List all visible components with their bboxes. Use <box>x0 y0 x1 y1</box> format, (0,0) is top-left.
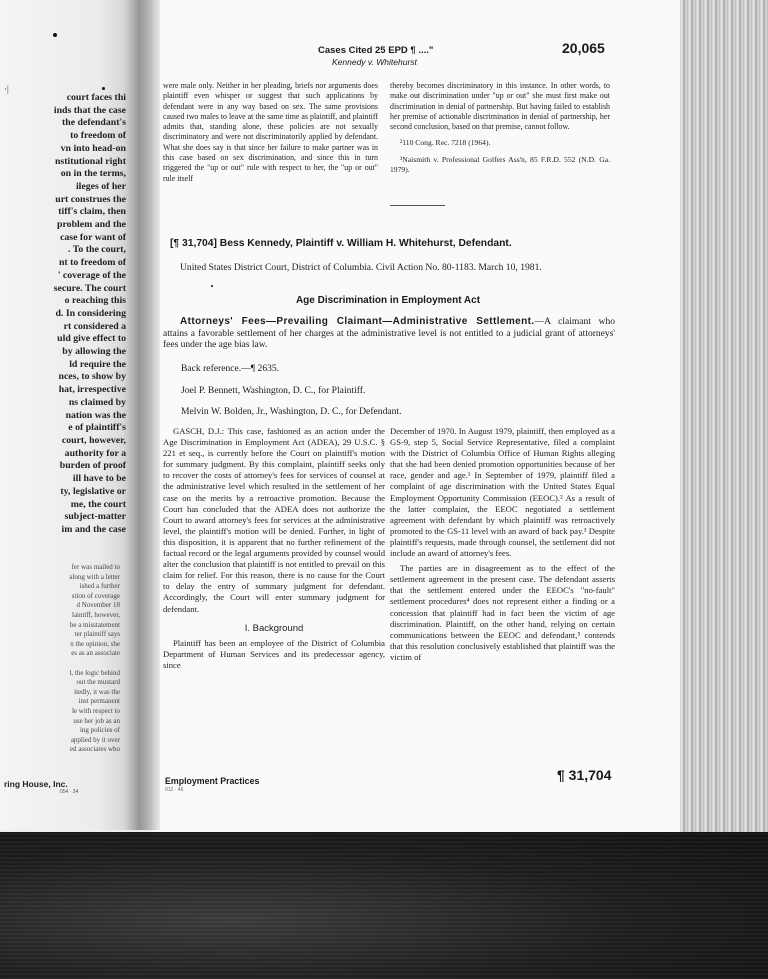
fragment-footnote-line: l, the logic behind <box>69 668 120 677</box>
speck <box>53 33 57 37</box>
footer-paragraph-number: ¶ 31,704 <box>557 767 612 783</box>
fragment-line: nces, to show by <box>58 371 126 383</box>
opinion-left-column <box>163 426 385 671</box>
headnote-lead: Attorneys' Fees—Prevailing Claimant—Administrative Settlement. <box>180 316 535 327</box>
running-header-case: Kennedy v. Whitehurst <box>332 57 417 67</box>
fragment-line: to freedom of <box>70 130 126 142</box>
fragment-line: hat, irrespective <box>58 384 126 396</box>
fragment-line: ty, legislative or <box>60 485 126 497</box>
case-heading: [¶ 31,704] Bess Kennedy, Plaintiff v. William H. Whitehurst, Defendant. <box>170 238 512 249</box>
fragment-line: inds that the case <box>53 104 126 116</box>
fragment-footnote-line: be a misstatement <box>69 620 120 629</box>
fragment-line: vn into head-on <box>60 142 126 154</box>
fragment-line: e of plaintiff's <box>68 422 126 434</box>
fragment-line: subject-matter <box>64 511 126 523</box>
previous-page-mark: ·| <box>4 84 9 94</box>
fragment-line: ld require the <box>69 358 126 370</box>
footer-publication: Employment Practices <box>165 776 260 786</box>
section-heading: I. Background <box>244 622 304 634</box>
fragment-line: ileges of her <box>75 180 126 192</box>
fragment-line: by allowing the <box>62 346 126 358</box>
previous-page-footer-code: 054 · 34 <box>60 789 79 795</box>
footer-code: 012 · 46 <box>165 787 184 793</box>
footnote: ²110 Cong. Rec. 7218 (1964). <box>400 138 491 148</box>
fragment-footnote-line: use her job as an <box>73 716 120 725</box>
fragment-line: d. In considering <box>55 307 126 319</box>
fragment-footnote-line: ing policies of <box>79 726 120 735</box>
fragment-footnote-line: laintiff, however, <box>72 610 120 619</box>
counsel-defendant: Melvin W. Bolden, Jr., Washington, D. C., for Defendant. <box>181 406 402 417</box>
fragment-line: authority for a <box>64 447 126 459</box>
court-line: United States District Court, District of Columbia. Civil Action No. 80-1183. March 10, 1981. <box>180 262 542 273</box>
fragment-line: urt construes the <box>55 193 126 205</box>
fragment-footnote-line <box>0 659 120 669</box>
continued-opinion-left <box>163 81 378 184</box>
paragraph: GASCH, D.J.: This case, fashioned as an action under the Age Discrimination in Employment Act (ADEA), 29 U.S.C. § 221 et seq., is currently before the Court on plaintiff's motion for summary judgment. By this complaint, plaintiff seeks only to recover the costs of attorney's fees for services of counsel at the administrative level which resulted in the settlement of her case on the merits by a retroactive promotion. Because the Court has concluded that the ADEA does not authorize the Court to award attorney's fees for services at the administrative level, the plaintiff's motion will be denied. Further, in light of this disposition, it is apparent that no further refinement of the factual record or the legal arguments provided by counsel would alter the conclusion that plaintiff is not entitled to prevail on this claim for relief. For this reason, there is no cause for the Court to delay the entry of summary judgment for defendant. Accordingly, the Court will enter summary judgment for defendant. <box>163 426 385 614</box>
fragment-footnote-line: ed associates who <box>69 745 120 754</box>
fragment-line: secure. The court <box>53 282 126 294</box>
fragment-footnote-line: ter plaintiff says <box>74 630 120 639</box>
fragment-footnote-line: es as an associate <box>71 649 120 658</box>
fragment-line: ns claimed by <box>68 396 126 408</box>
continued-opinion-right <box>390 81 610 175</box>
fragment-line: tiff's claim, then <box>58 206 126 218</box>
fragment-footnote-line: inst permanent <box>78 697 120 706</box>
fragment-line: case for want of <box>60 231 126 243</box>
opinion-right-column <box>390 426 615 663</box>
fragment-line: nt to freedom of <box>58 257 126 269</box>
fragment-line: uld give effect to <box>57 333 126 345</box>
fragment-footnote-line: n the opinion, she <box>70 639 120 648</box>
paragraph: December of 1970. In August 1979, plaintiff, then employed as a GS-9, step 5, Social Service Representative, filed a complaint with the District of Columbia Office of Human Rights alleging that she had been denied promotion opportunities because of her race, gender and age.¹ In September of 1979, plaintiff filed a complaint of age discrimination with the United States Equal Employment Opportunity Commission (EEOC).² As a result of the latter complaint, the EEOC negotiated a settlement agreement with defendant by which plaintiff was retroactively promoted to the GS-11 level with an award of back pay.³ Despite plaintiff's requests, made through counsel, the settlement did not include an award of attorney's fees. <box>390 426 615 559</box>
previous-page-footer: ring House, Inc. <box>4 779 68 789</box>
fragment-line: o reaching this <box>64 295 126 307</box>
paragraph: thereby becomes discriminatory in this instance. In other words, to make out discrimination under "up or out" she must first make out discrimination in denial of partnership. But having failed to establish her premise of actionable discrimination in denial of partnership, her second conclusion, based on that premise, cannot follow. <box>390 81 610 132</box>
fragment-footnote-line: ished a further <box>79 582 120 591</box>
fragment-line: ill have to be <box>72 473 126 485</box>
end-rule <box>390 205 445 206</box>
fragment-line: rt considered a <box>63 320 126 332</box>
headnote-text: —A claimant who attains a favorable settlement of her charges at the administrative level is not entitled to a judicial grant of attorneys' fees under the age bias law. <box>163 317 616 351</box>
previous-page-footnotes <box>0 563 120 755</box>
fragment-line: nation was the <box>65 409 126 421</box>
fragment-footnote-line: along with a letter <box>69 572 120 581</box>
running-header-cites: Cases Cited 25 EPD ¶ ...." <box>318 45 434 56</box>
fragment-footnote-line: itedly, it was the <box>74 687 120 696</box>
back-reference: Back reference.—¶ 2635. <box>181 363 280 374</box>
fragment-line: nstitutional right <box>54 155 126 167</box>
fragment-footnote-line: stion of coverage <box>71 591 120 600</box>
fragment-footnote-line: applied by it over <box>70 735 120 744</box>
fragment-line: court, however, <box>61 434 126 446</box>
fragment-line: problem and the <box>57 219 126 231</box>
paragraph: Plaintiff has been an employee of the District of Columbia Department of Human Services and its predecessor agency, since <box>163 637 385 670</box>
fragment-line: burden of proof <box>59 460 126 472</box>
page-number: 20,065 <box>562 40 605 56</box>
paragraph: were male only. Neither in her pleading, briefs nor arguments does plaintiff even whisper or suggest that such applications by defendant were in any way based on sex. The same provisions caused two males to leave at the same time as plaintiff, and plaintiff admits that, standing alone, these policies are not sexually discriminatory and were not discriminatorily applied by defendant. What she does say is that since her failure to make partner was in this case based on sex discrimination, and since this in turn triggered the "up or out" rule with respect to her, the "up or out" rule itself <box>163 81 378 183</box>
fragment-footnote-line: d November 18 <box>76 601 120 610</box>
fragment-line: the defendant's <box>62 117 126 129</box>
fragment-line: im and the case <box>61 523 126 535</box>
fragment-line: ' coverage of the <box>57 269 126 281</box>
scanner-shadow <box>0 832 768 979</box>
counsel-plaintiff: Joel P. Bennett, Washington, D. C., for Plaintiff. <box>181 385 366 396</box>
fragment-line: court faces thi <box>66 92 126 103</box>
footnote: ³Naismith v. Professional Golfers Ass'n, 85 F.R.D. 552 (N.D. Ga. 1979). <box>390 154 610 175</box>
previous-page-column <box>0 92 126 537</box>
fragment-footnote-line: out the mustard <box>76 678 120 687</box>
fragment-line: me, the court <box>70 498 126 510</box>
section-title: Age Discrimination in Employment Act <box>295 295 481 306</box>
fragment-footnote-line: fer was mailed to <box>71 563 120 571</box>
fragment-line: on in the terms, <box>60 168 126 180</box>
fragment-footnote-line: le with respect to <box>71 706 120 715</box>
speck <box>102 87 105 90</box>
paragraph: The parties are in disagreement as to the effect of the settlement agreement in the present case. The defendant asserts that the settlement entered under the EEOC's "no-fault" settlement procedures⁴ does not represent either a finding or a concession that plaintiff had in fact been the victim of age discrimination. Plaintiff, on the other hand, relying on certain communications between the EEOC and defendant,⁵ contends that this resolution conclusively established that plaintiff was the victim of <box>390 563 615 662</box>
page-edge-stack <box>680 0 768 860</box>
fragment-line: . To the court, <box>68 244 126 256</box>
speck <box>211 285 213 287</box>
headnote <box>163 316 615 352</box>
binding-gutter <box>126 0 160 830</box>
